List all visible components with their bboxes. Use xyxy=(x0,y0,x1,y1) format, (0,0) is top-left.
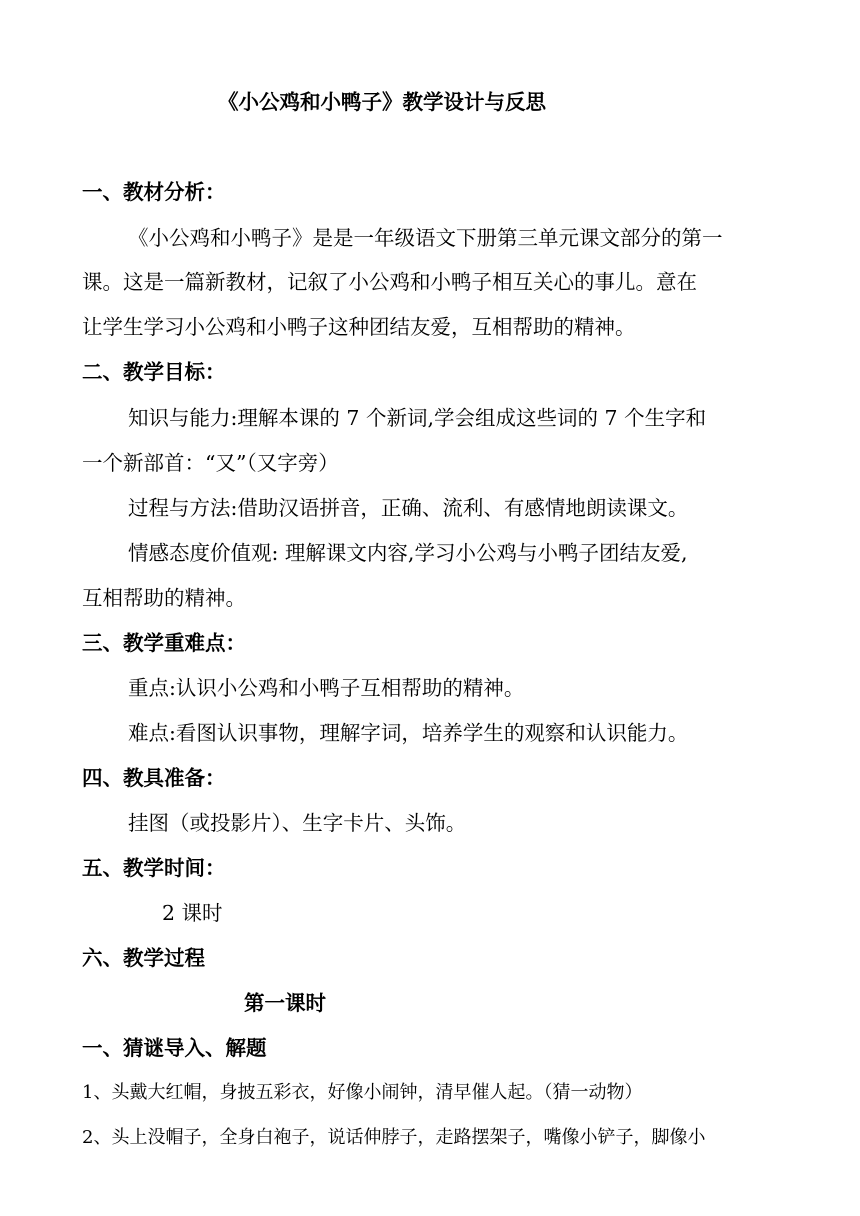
subsection-heading: 一、猜谜导入、解题 xyxy=(82,1036,267,1060)
page-title: 《小公鸡和小鸭子》教学设计与反思 xyxy=(218,90,546,114)
paragraph-line: 课。这是一篇新教材，记叙了小公鸡和小鸭子相互关心的事儿。意在 xyxy=(82,270,697,294)
section-heading-materials: 四、教具准备： xyxy=(82,766,226,790)
paragraph-line: 难点:看图认识事物，理解字词，培养学生的观察和认识能力。 xyxy=(128,721,689,745)
section-heading-time: 五、教学时间： xyxy=(82,856,226,880)
paragraph-line: 《小公鸡和小鸭子》是是一年级语文下册第三单元课文部分的第一 xyxy=(128,226,723,250)
paragraph-line: 情感态度价值观: 理解课文内容,学习小公鸡与小鸭子团结友爱, xyxy=(128,541,688,565)
paragraph-line: 让学生学习小公鸡和小鸭子这种团结友爱，互相帮助的精神。 xyxy=(82,315,636,339)
paragraph-line: 互相帮助的精神。 xyxy=(82,586,246,610)
riddle-line: 1、头戴大红帽，身披五彩衣，好像小闹钟，清早催人起。（猜一动物） xyxy=(82,1082,643,1103)
paragraph-line: 过程与方法:借助汉语拼音，正确、流利、有感情地朗读课文。 xyxy=(128,496,689,520)
section-heading-goals: 二、教学目标： xyxy=(82,360,226,384)
paragraph-line: 一个新部首：“又”（又字旁） xyxy=(82,451,339,475)
paragraph-line: 2 课时 xyxy=(162,901,223,925)
section-heading-analysis: 一、教材分析： xyxy=(82,180,226,204)
riddle-line: 2、头上没帽子，全身白袍子，说话伸脖子，走路摆架子，嘴像小铲子，脚像小 xyxy=(82,1127,706,1148)
section-heading-process: 六、教学过程 xyxy=(82,946,205,970)
paragraph-line: 知识与能力:理解本课的 7 个新词,学会组成这些词的 7 个生字和 xyxy=(128,406,707,430)
paragraph-line: 挂图（或投影片）、生字卡片、头饰。 xyxy=(128,811,467,835)
section-heading-key-points: 三、教学重难点： xyxy=(82,631,246,655)
lesson-title: 第一课时 xyxy=(244,991,326,1015)
paragraph-line: 重点:认识小公鸡和小鸭子互相帮助的精神。 xyxy=(128,676,525,700)
